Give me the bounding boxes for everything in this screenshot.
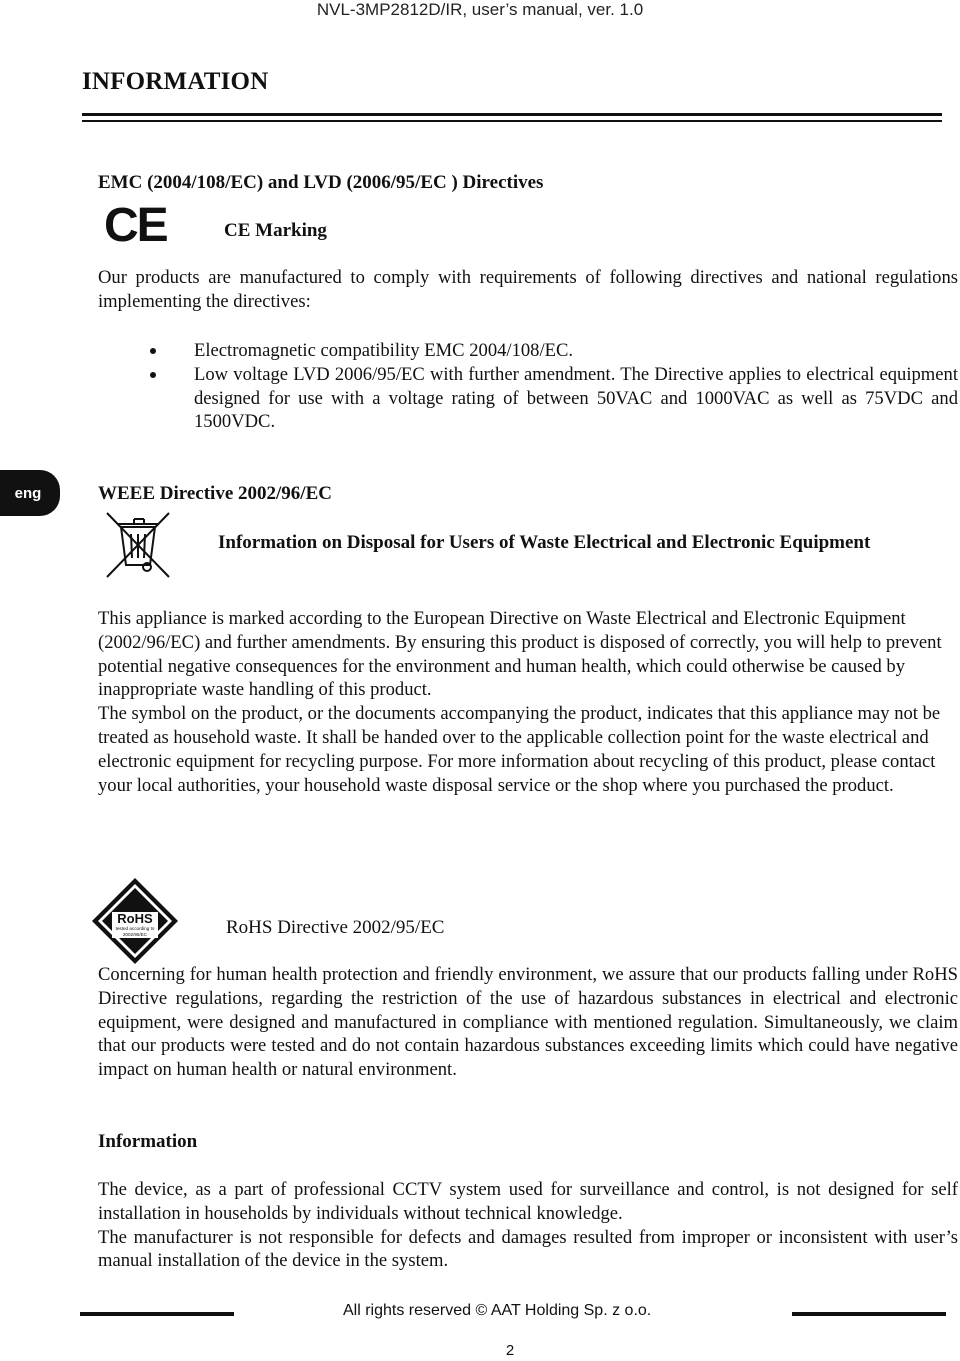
- ce-logo-icon: CE: [104, 199, 167, 252]
- running-header: NVL-3MP2812D/IR, user’s manual, ver. 1.0: [316, 0, 644, 19]
- footer-rule-left: [80, 1312, 234, 1316]
- weee-heading: WEEE Directive 2002/96/EC: [98, 483, 332, 504]
- footer-rule-right: [792, 1312, 946, 1316]
- information-paragraph: The manufacturer is not responsible for defects and damages resulted from improper or inconsistent with user’s manual installation of the device in the system.: [98, 1226, 958, 1272]
- rohs-heading: RoHS Directive 2002/95/EC: [226, 917, 445, 938]
- language-tab-label: eng: [14, 484, 42, 502]
- emc-bullet-item: Low voltage LVD 2006/95/EC with further amendment. The Directive applies to electrical equipment designed for use with a voltage rating of between 50VAC and 1000VAC as well as 75VDC and 1500VDC.: [148, 363, 958, 434]
- emc-bullet-list: [148, 339, 958, 434]
- page-title: INFORMATION: [82, 68, 269, 95]
- title-rule-bottom: [82, 120, 942, 122]
- page-number: 2: [505, 1342, 515, 1359]
- weee-subheading: Information on Disposal for Users of Waste Electrical and Electronic Equipment: [218, 532, 871, 553]
- emc-bullet-item: Electromagnetic compatibility EMC 2004/108/EC.: [148, 339, 958, 363]
- information-heading: Information: [98, 1131, 198, 1152]
- rohs-badge-line2: 2002/95/EC: [122, 932, 148, 937]
- crossed-out-wheelie-bin-icon: [104, 510, 172, 580]
- information-body: [98, 1178, 958, 1273]
- emc-heading: EMC (2004/108/EC) and LVD (2006/95/EC ) Directives: [98, 172, 544, 193]
- emc-intro: Our products are manufactured to comply with requirements of following directives and national regulations implementing the directives:: [98, 267, 958, 312]
- ce-marking-label: CE Marking: [224, 220, 327, 241]
- rohs-badge-icon: [90, 876, 180, 966]
- information-paragraph: The device, as a part of professional CCTV system used for surveillance and control, is not designed for self installation in households by individuals without technical knowledge.: [98, 1179, 958, 1224]
- rohs-badge-title: RoHS: [117, 911, 153, 926]
- language-tab: [0, 470, 60, 516]
- rohs-paragraph: Concerning for human health protection and friendly environment, we assure that our products falling under RoHS Directive regulations, regarding the restriction of the use of hazardous substances in electrical and electronic equipment, were designed and manufactured in compliance with mentioned regulation. Simultaneously, we claim that our products were tested and do not contain hazardous substances exceeding limits which could have negative impact on human health or natural environment.: [98, 964, 958, 1081]
- weee-paragraph: The symbol on the product, or the documents accompanying the product, indicates that this appliance may not be treated as household waste. It shall be handed over to the applicable collection point for the waste electrical and electronic equipment for recycling purpose. For more information about recycling of this product, please contact your local authorities, your household waste disposal service or the shop where you purchased the product.: [98, 703, 941, 796]
- rohs-badge-line1: tested according to: [115, 926, 155, 931]
- weee-body: [98, 607, 958, 797]
- footer-copyright: All rights reserved © AAT Holding Sp. z o.o.: [343, 1302, 652, 1319]
- title-rule-top: [82, 113, 942, 116]
- weee-paragraph: This appliance is marked according to the European Directive on Waste Electrical and Electronic Equipment (2002/96/EC) and further amendments. By ensuring this product is disposed of correctly, you will help to prevent potential negative consequences for the environment and human health, which could otherwise be caused by inappropriate waste handling of this product.: [98, 608, 942, 701]
